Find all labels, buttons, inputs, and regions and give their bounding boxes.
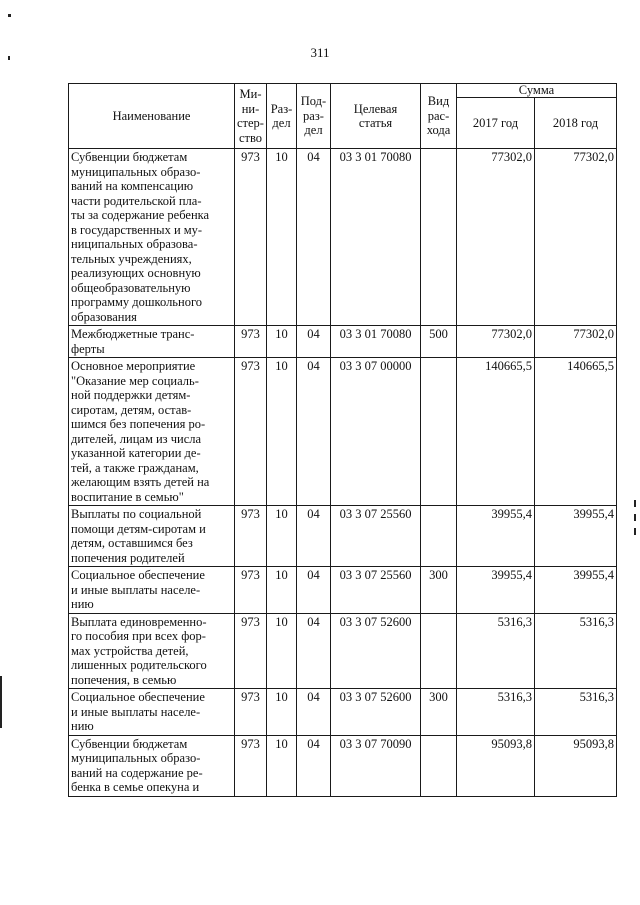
cell-target: 03 3 07 25560 xyxy=(331,506,421,567)
cell-ministry: 973 xyxy=(235,358,267,506)
table-row xyxy=(69,567,617,614)
scan-mark-right-1 xyxy=(634,500,636,507)
cell-sum-2018: 77302,0 xyxy=(535,326,617,358)
table-body xyxy=(69,149,617,797)
table-row xyxy=(69,149,617,326)
budget-table xyxy=(68,83,617,797)
header-year-2018 xyxy=(535,98,617,149)
cell-section: 10 xyxy=(267,613,297,689)
cell-expense-type: 300 xyxy=(421,567,457,614)
cell-target: 03 3 07 52600 xyxy=(331,613,421,689)
cell-sum-2018: 39955,4 xyxy=(535,567,617,614)
scan-mark-right-2 xyxy=(634,514,636,521)
cell-name: Межбюджетные транс- ферты xyxy=(69,326,235,358)
header-target-label: Целевая статья xyxy=(353,101,398,130)
cell-name: Выплаты по социальной помощи детям-сиротам и детям, оставшимся без попечения родителей xyxy=(69,506,235,567)
cell-sum-2017: 140665,5 xyxy=(457,358,535,506)
header-section-label: Раз- дел xyxy=(270,101,293,130)
cell-section: 10 xyxy=(267,506,297,567)
cell-ministry: 973 xyxy=(235,613,267,689)
cell-subsection: 04 xyxy=(297,613,331,689)
cell-sum-2017: 5316,3 xyxy=(457,613,535,689)
cell-ministry: 973 xyxy=(235,735,267,796)
cell-subsection: 04 xyxy=(297,689,331,736)
cell-target: 03 3 07 25560 xyxy=(331,567,421,614)
cell-sum-2017: 39955,4 xyxy=(457,567,535,614)
cell-name: Выплата единовременно- го пособия при всех фор- мах устройства детей, лишенных родительского попечения, в семью xyxy=(69,613,235,689)
cell-section: 10 xyxy=(267,326,297,358)
header-subsection xyxy=(297,84,331,149)
table-row xyxy=(69,506,617,567)
cell-section: 10 xyxy=(267,689,297,736)
cell-subsection: 04 xyxy=(297,735,331,796)
cell-sum-2017: 95093,8 xyxy=(457,735,535,796)
cell-expense-type xyxy=(421,613,457,689)
cell-target: 03 3 07 00000 xyxy=(331,358,421,506)
header-expense-type-label: Вид рас- хода xyxy=(426,94,451,138)
cell-target: 03 3 01 70080 xyxy=(331,149,421,326)
cell-expense-type: 300 xyxy=(421,689,457,736)
cell-sum-2018: 39955,4 xyxy=(535,506,617,567)
cell-sum-2018: 5316,3 xyxy=(535,689,617,736)
cell-sum-2017: 77302,0 xyxy=(457,326,535,358)
cell-sum-2017: 77302,0 xyxy=(457,149,535,326)
cell-sum-2018: 140665,5 xyxy=(535,358,617,506)
table-row xyxy=(69,613,617,689)
scan-mark-top-left xyxy=(8,14,11,17)
cell-expense-type: 500 xyxy=(421,326,457,358)
cell-name: Субвенции бюджетам муниципальных образо- ваний на компенсацию части родительской пла- ты за содержание ребенка в государственных и му- ниципальных образова- тельных учреждениях, реализующих основную общеобразовательную программу дошкольного образования xyxy=(69,149,235,326)
cell-section: 10 xyxy=(267,149,297,326)
cell-expense-type xyxy=(421,506,457,567)
header-name-label: Наименование xyxy=(112,108,191,123)
header-expense-type xyxy=(421,84,457,149)
cell-section: 10 xyxy=(267,567,297,614)
cell-section: 10 xyxy=(267,735,297,796)
header-row-1 xyxy=(69,84,617,98)
cell-subsection: 04 xyxy=(297,149,331,326)
scan-mark-right-3 xyxy=(634,528,636,535)
cell-ministry: 973 xyxy=(235,149,267,326)
cell-ministry: 973 xyxy=(235,689,267,736)
cell-name: Субвенции бюджетам муниципальных образо- ваний на содержание ре- бенка в семье опекуна и xyxy=(69,735,235,796)
header-sum xyxy=(457,84,617,98)
cell-ministry: 973 xyxy=(235,567,267,614)
cell-sum-2017: 39955,4 xyxy=(457,506,535,567)
header-year-2018-label: 2018 год xyxy=(552,115,599,130)
header-name xyxy=(69,84,235,149)
header-year-2017 xyxy=(457,98,535,149)
cell-subsection: 04 xyxy=(297,326,331,358)
header-sum-label: Сумма xyxy=(518,83,555,97)
cell-sum-2018: 77302,0 xyxy=(535,149,617,326)
cell-expense-type xyxy=(421,735,457,796)
cell-ministry: 973 xyxy=(235,506,267,567)
cell-sum-2018: 95093,8 xyxy=(535,735,617,796)
cell-section: 10 xyxy=(267,358,297,506)
cell-sum-2017: 5316,3 xyxy=(457,689,535,736)
cell-target: 03 3 01 70080 xyxy=(331,326,421,358)
table-row xyxy=(69,358,617,506)
header-section xyxy=(267,84,297,149)
header-ministry xyxy=(235,84,267,149)
cell-name: Социальное обеспечение и иные выплаты населе- нию xyxy=(69,567,235,614)
header-year-2017-label: 2017 год xyxy=(472,115,519,130)
header-subsection-label: Под- раз- дел xyxy=(300,94,327,138)
cell-name: Основное мероприятие "Оказание мер социаль- ной поддержки детям- сиротам, детям, остав- шимся без попечения ро- дителей, лицам из числа указанной категории де- тей, а также гражданам, желающим взять детей на воспитание в семью" xyxy=(69,358,235,506)
cell-expense-type xyxy=(421,358,457,506)
header-ministry-label: Ми- ни- стер- ство xyxy=(237,87,264,145)
cell-subsection: 04 xyxy=(297,358,331,506)
cell-expense-type xyxy=(421,149,457,326)
page-number: 311 xyxy=(310,45,330,60)
table-row xyxy=(69,689,617,736)
cell-target: 03 3 07 52600 xyxy=(331,689,421,736)
cell-name: Социальное обеспечение и иные выплаты населе- нию xyxy=(69,689,235,736)
scan-mark-left-edge xyxy=(0,676,2,728)
cell-target: 03 3 07 70090 xyxy=(331,735,421,796)
cell-subsection: 04 xyxy=(297,567,331,614)
cell-sum-2018: 5316,3 xyxy=(535,613,617,689)
cell-ministry: 973 xyxy=(235,326,267,358)
table-row xyxy=(69,735,617,796)
cell-subsection: 04 xyxy=(297,506,331,567)
header-target xyxy=(331,84,421,149)
table-row xyxy=(69,326,617,358)
